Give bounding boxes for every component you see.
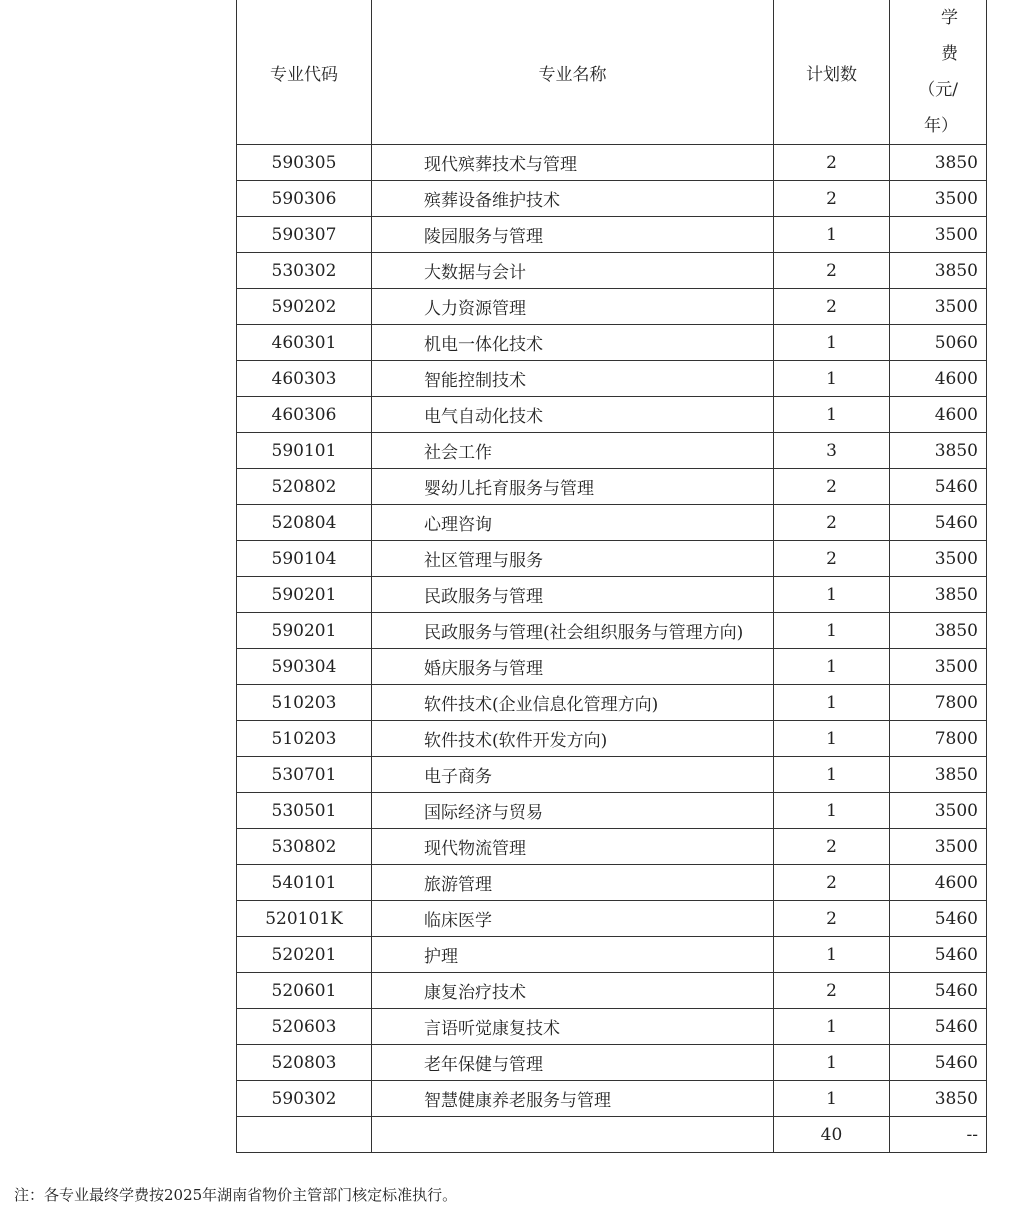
cell-fee: 3850 [890,577,987,613]
cell-code: 590307 [237,217,372,253]
header-plan: 计划数 [774,0,890,145]
cell-name: 殡葬设备维护技术 [372,181,774,217]
cell-name: 国际经济与贸易 [372,793,774,829]
table-header-row [237,0,987,145]
cell-fee: 3850 [890,145,987,181]
cell-fee: 3500 [890,289,987,325]
cell-plan: 2 [774,181,890,217]
cell-fee: 3500 [890,793,987,829]
cell-plan: 2 [774,865,890,901]
table-row [237,325,987,361]
cell-name: 软件技术(企业信息化管理方向) [372,685,774,721]
cell-code: 520201 [237,937,372,973]
cell-code: 540101 [237,865,372,901]
cell-name: 电气自动化技术 [372,397,774,433]
cell-fee: 3850 [890,757,987,793]
header-code: 专业代码 [237,0,372,145]
cell-code: 520603 [237,1009,372,1045]
table-row [237,469,987,505]
header-fee-line-1: 学 [941,8,958,28]
cell-name: 现代殡葬技术与管理 [372,145,774,181]
cell-fee: 5460 [890,469,987,505]
table-row [237,1009,987,1045]
cell-plan: 2 [774,469,890,505]
cell-fee: 3850 [890,1081,987,1117]
cell-name: 心理咨询 [372,505,774,541]
table-row [237,829,987,865]
cell-plan: 1 [774,217,890,253]
cell-name: 机电一体化技术 [372,325,774,361]
table-row [237,289,987,325]
cell-code: 510203 [237,685,372,721]
header-fee-line-3: （元/ [918,80,958,100]
cell-code: 590202 [237,289,372,325]
cell-fee: 7800 [890,721,987,757]
cell-plan: 2 [774,973,890,1009]
cell-code: 530701 [237,757,372,793]
total-plan: 40 [774,1117,890,1153]
cell-name: 智能控制技术 [372,361,774,397]
cell-fee: 5460 [890,937,987,973]
cell-plan: 1 [774,1009,890,1045]
cell-name: 民政服务与管理 [372,577,774,613]
table-row [237,181,987,217]
header-fee-line-4: 年） [924,116,958,136]
cell-name: 言语听觉康复技术 [372,1009,774,1045]
table-row [237,865,987,901]
table-row [237,937,987,973]
cell-code: 590305 [237,145,372,181]
cell-plan: 1 [774,793,890,829]
table-row [237,433,987,469]
cell-plan: 1 [774,757,890,793]
cell-name: 智慧健康养老服务与管理 [372,1081,774,1117]
cell-name: 婚庆服务与管理 [372,649,774,685]
cell-plan: 2 [774,829,890,865]
cell-plan: 2 [774,145,890,181]
table-row [237,541,987,577]
footnote: 注：各专业最终学费按2025年湖南省物价主管部门核定标准执行。 [14,1186,458,1204]
table-row [237,649,987,685]
cell-name: 陵园服务与管理 [372,217,774,253]
cell-fee: 5460 [890,973,987,1009]
cell-fee: 5460 [890,1009,987,1045]
table-row [237,613,987,649]
table-row [237,253,987,289]
cell-name: 大数据与会计 [372,253,774,289]
cell-code: 520601 [237,973,372,1009]
cell-fee: 3850 [890,253,987,289]
cell-name: 护理 [372,937,774,973]
header-fee [890,0,987,145]
table-row [237,577,987,613]
cell-code: 520804 [237,505,372,541]
cell-fee: 7800 [890,685,987,721]
cell-name: 康复治疗技术 [372,973,774,1009]
cell-name: 民政服务与管理(社会组织服务与管理方向) [372,613,774,649]
cell-fee: 4600 [890,397,987,433]
cell-plan: 1 [774,685,890,721]
table-row [237,901,987,937]
cell-code: 590101 [237,433,372,469]
cell-plan: 1 [774,325,890,361]
cell-code: 520803 [237,1045,372,1081]
cell-name: 临床医学 [372,901,774,937]
table-row [237,361,987,397]
cell-fee: 3500 [890,649,987,685]
cell-fee: 4600 [890,865,987,901]
enrollment-plan-table [236,0,987,1153]
cell-code: 530501 [237,793,372,829]
table-row [237,397,987,433]
cell-name: 旅游管理 [372,865,774,901]
cell-name: 社区管理与服务 [372,541,774,577]
table-row [237,145,987,181]
cell-code: 590304 [237,649,372,685]
cell-code: 590201 [237,613,372,649]
cell-fee: 4600 [890,361,987,397]
cell-plan: 1 [774,361,890,397]
cell-code: 460301 [237,325,372,361]
cell-code: 510203 [237,721,372,757]
cell-plan: 1 [774,397,890,433]
header-fee-line-2: 费 [941,44,958,64]
cell-name: 现代物流管理 [372,829,774,865]
cell-fee: 3500 [890,217,987,253]
cell-fee: 5060 [890,325,987,361]
table-row [237,685,987,721]
table-row [237,1081,987,1117]
cell-fee: 3500 [890,829,987,865]
cell-plan: 2 [774,541,890,577]
cell-code: 530802 [237,829,372,865]
cell-name: 社会工作 [372,433,774,469]
table-row [237,505,987,541]
header-name: 专业名称 [372,0,774,145]
cell-plan: 2 [774,289,890,325]
cell-name: 人力资源管理 [372,289,774,325]
cell-name: 软件技术(软件开发方向) [372,721,774,757]
cell-plan: 1 [774,1045,890,1081]
total-row [237,1117,987,1153]
table-row [237,757,987,793]
cell-code: 590104 [237,541,372,577]
total-code [237,1117,372,1153]
cell-plan: 1 [774,613,890,649]
table-row [237,1045,987,1081]
cell-code: 590201 [237,577,372,613]
cell-name: 婴幼儿托育服务与管理 [372,469,774,505]
cell-code: 590306 [237,181,372,217]
cell-code: 520101K [237,901,372,937]
cell-fee: 3850 [890,433,987,469]
cell-code: 590302 [237,1081,372,1117]
table-row [237,973,987,1009]
cell-fee: 5460 [890,1045,987,1081]
cell-plan: 2 [774,253,890,289]
cell-plan: 3 [774,433,890,469]
cell-fee: 5460 [890,901,987,937]
table-row [237,217,987,253]
cell-plan: 1 [774,721,890,757]
cell-fee: 3850 [890,613,987,649]
total-name [372,1117,774,1153]
cell-code: 460306 [237,397,372,433]
cell-plan: 1 [774,577,890,613]
cell-name: 老年保健与管理 [372,1045,774,1081]
cell-fee: 3500 [890,181,987,217]
cell-plan: 1 [774,649,890,685]
cell-code: 460303 [237,361,372,397]
cell-plan: 1 [774,1081,890,1117]
cell-plan: 2 [774,901,890,937]
cell-plan: 1 [774,937,890,973]
cell-code: 530302 [237,253,372,289]
cell-name: 电子商务 [372,757,774,793]
cell-code: 520802 [237,469,372,505]
total-fee: -- [890,1117,987,1153]
cell-fee: 3500 [890,541,987,577]
cell-fee: 5460 [890,505,987,541]
cell-plan: 2 [774,505,890,541]
table-row [237,793,987,829]
table-row [237,721,987,757]
